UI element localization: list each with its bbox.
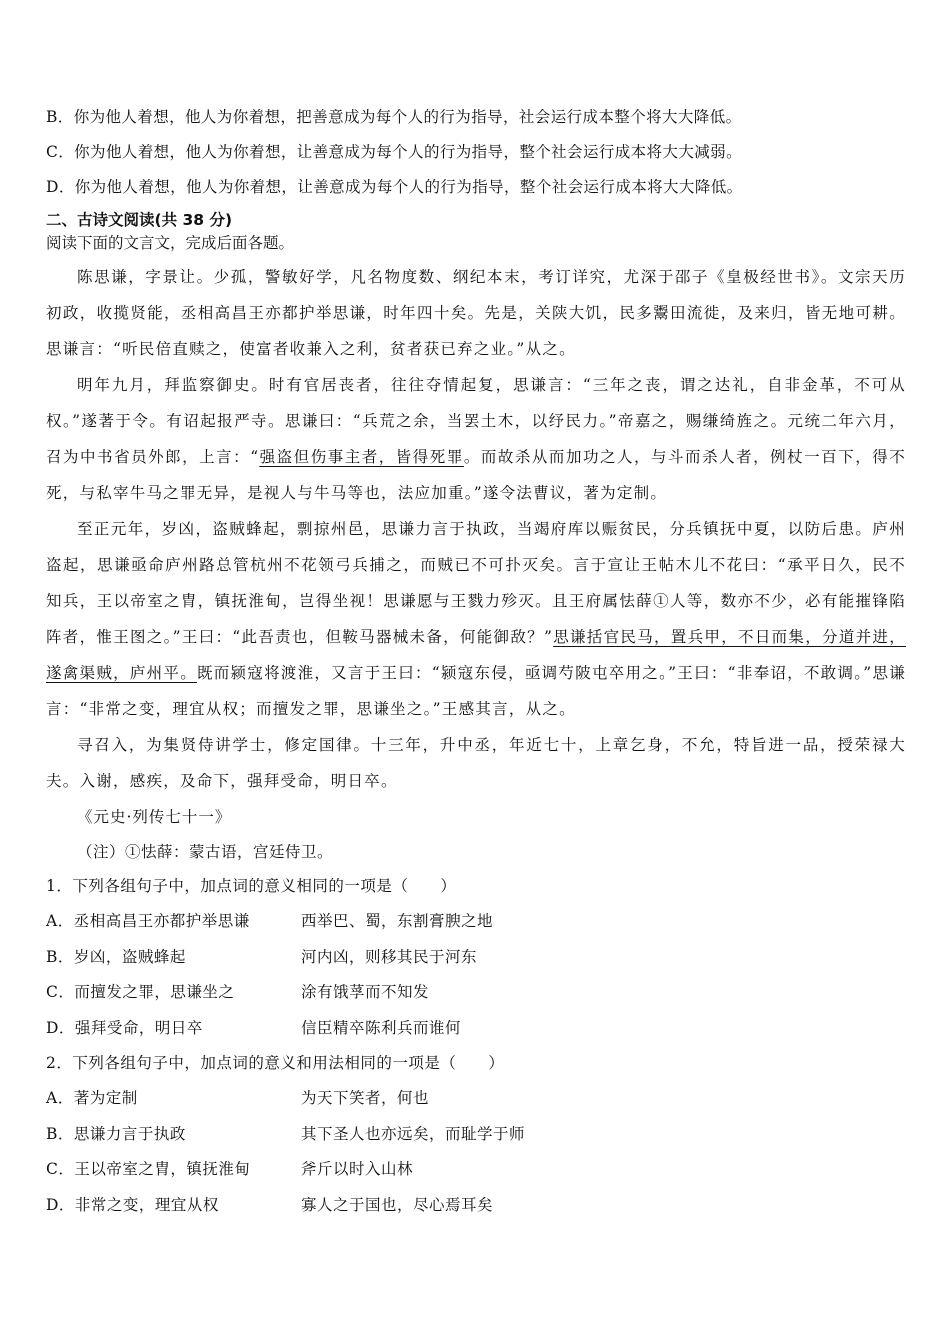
question-1-option-d [46,1011,906,1047]
question-2-stem: 2．下列各组句子中，加点词的意义和用法相同的一项是（ ） [46,1054,505,1072]
question-2-option-b [46,1117,906,1153]
option-left: C．而擅发之罪，思谦坐之 [46,983,235,1001]
option-left: D．非常之变，理宜从权 [46,1195,219,1214]
question-1-option-c [46,975,906,1011]
question-2-option-c [46,1152,906,1188]
passage-source: 《元史·列传七十一》 [77,808,232,826]
option-right: 寡人之于国也，尽心焉耳矣 [301,1195,494,1214]
section-instruction: 阅读下面的文言文，完成后面各题。 [46,234,295,252]
option-d: D．你为他人着想，他人为你着想，让善意成为每个人的行为指导，整个社会运行成本将大大降低。 [46,178,743,196]
question-1-stem: 1．下列各组句子中，加点词的意义相同的一项是（ ） [46,877,457,895]
option-c: C．你为他人着想，他人为你着想，让善意成为每个人的行为指导，整个社会运行成本将大大减弱。 [46,143,742,161]
passage-paragraph-2 [46,367,906,511]
classical-passage [46,259,906,799]
option-right: 涂有饿莩而不知发 [301,983,430,1001]
passage-p2-text-b: 。而故杀从而加功之人，与斗而杀人者，例杖一百下，得不死，与私宰牛马之罪无异，是视人与牛马等也，法应加重。”遂令法曹议，著为定制。 [46,448,906,502]
passage-paragraph-4: 寻召入，为集贤侍讲学士，修定国律。十三年，升中丞，年近七十，上章乞身，不允，特旨进一品，授荣禄大夫。入谢，感疾，及命下，强拜受命，明日卒。 [46,736,906,790]
option-right: 西举巴、蜀，东割膏腴之地 [301,912,494,930]
option-left: C．王以帝室之胄，镇抚淮甸 [46,1160,251,1178]
option-left: B．岁凶，盗贼蜂起 [46,947,186,966]
option-right: 其下圣人也亦远矣，而耻学于师 [301,1124,526,1143]
question-1 [46,869,906,1046]
question-1-option-b [46,940,906,976]
option-right: 河内凶，则移其民于河东 [301,947,478,966]
passage-paragraph-1: 陈思谦，字景让。少孤，警敏好学，凡名物度数、纲纪本末，考订详究，尤深于邵子《皇极经世书》。文宗天历初政，收揽贤能，丞相高昌王亦都护举思谦，时年四十矣。先是，关陕大饥，民多鬻田流徙，及来归，皆无地可耕。思谦言：“听民倍直赎之，使富者收兼入之利，贫者获已弃之业。”从之。 [46,268,906,358]
passage-p3-text-a: 至正元年，岁凶，盗贼蜂起，剽掠州邑，思谦力言于执政，当竭府库以赈贫民，分兵镇抚中夏，以防后患。庐州盗起，思谦亟命庐州路总管杭州不花领弓兵捕之，而贼已不可扑灭矣。言于宣让王帖木儿不花曰：“承平日久，民不知兵，王以帝室之胄，镇抚淮甸，岂得坐视！思谦愿与王戮力殄灭。且王府属怯薛①人等，数亦不少，必有能摧锋陷阵者，惟王图之。”王曰：“此吾责也，但鞍马器械未备，何能御敌？” [46,520,906,646]
document-page [46,100,906,1223]
passage-p3-text-b: 既而颍寇将渡淮，又言于王曰：“颍寇东侵，亟调芍陂屯卒用之。”王曰：“非奉诏，不敢调。”思谦言：“非常之变，理宜从权；而擅发之罪，思谦坐之。”王感其言，从之。 [46,664,906,718]
previous-question-options [46,100,906,205]
option-b: B．你为他人着想，他人为你着想，把善意成为每个人的行为指导，社会运行成本整个将大大降低。 [46,108,742,126]
option-left: B．思谦力言于执政 [46,1124,186,1143]
section-title: 二、古诗文阅读(共 38 分) [46,211,233,229]
passage-paragraph-3 [46,511,906,727]
question-2 [46,1046,906,1223]
option-left: D．强拜受命，明日卒 [46,1018,203,1037]
option-right: 斧斤以时入山林 [301,1160,414,1178]
question-2-option-d [46,1188,906,1224]
question-1-option-a [46,904,906,940]
passage-note: （注）①怯薛：蒙古语，宫廷侍卫。 [77,843,334,861]
underlined-sentence-2: 思谦括官民马，置兵甲，不日而集，分道并进，遂禽渠贼，庐州平。 [46,628,906,682]
option-left: A．著为定制 [46,1089,138,1107]
option-right: 为天下笑者，何也 [301,1089,430,1107]
passage-p2-text-a: 明年九月，拜监察御史。时有官居丧者，往往夺情起复，思谦言：“三年之丧，谓之达礼，自非金革，不可从权。”遂著于令。有诏起报严寺。思谦曰：“兵荒之余，当罢土木，以纾民力。”帝嘉之，赐缣绮旌之。元统二年六月，召为中书省员外郎，上言：“ [46,376,906,466]
option-right: 信臣精卒陈利兵而谁何 [301,1018,462,1037]
option-left: A．丞相高昌王亦都护举思谦 [46,912,250,930]
question-2-option-a [46,1081,906,1117]
underlined-sentence-1: 强盗但伤事主者，皆得死罪 [259,448,464,466]
